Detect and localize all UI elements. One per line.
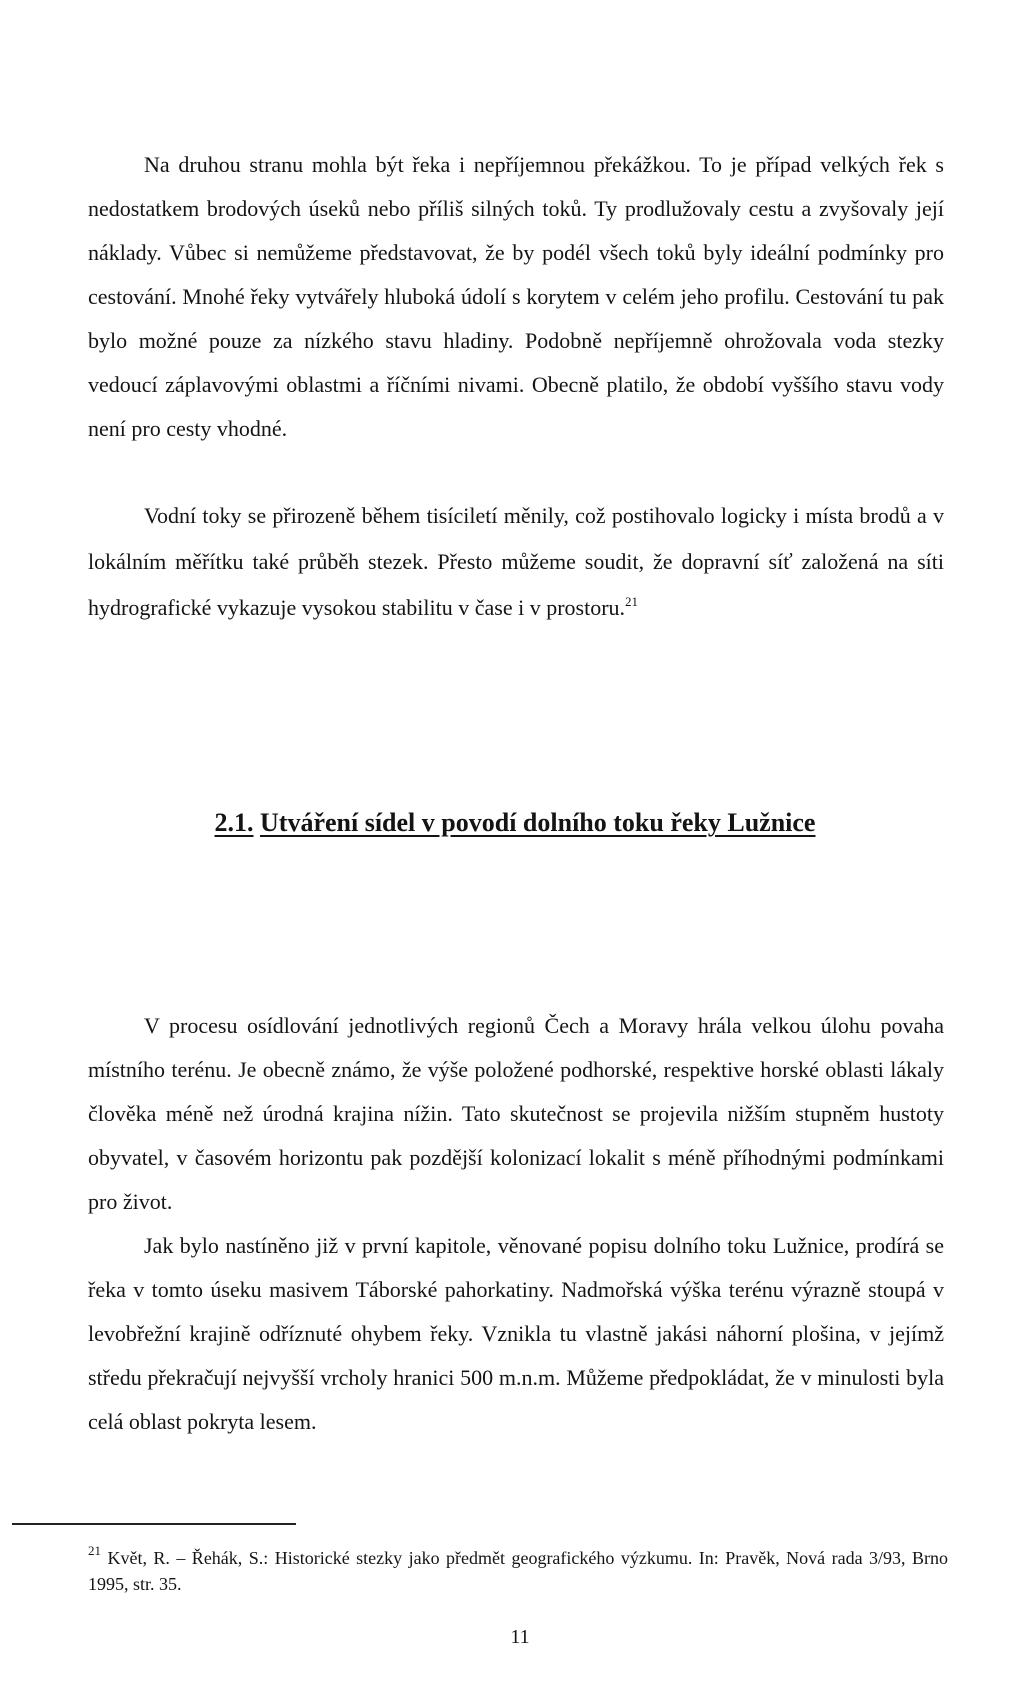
footnote-marker: 21 [88,1543,101,1558]
section-title: Utváření sídel v povodí dolního toku řeky Lužnice [260,808,816,837]
footnote-text: Květ, R. – Řehák, S.: Historické stezky jako předmět geografického výzkumu. In: Pravěk, Nová rada 3/93, Brno 1995, str. 35. [88,1548,948,1594]
paragraph-watercourse-change [88,493,944,631]
footnote-separator [12,1523,296,1525]
section-heading [120,808,910,838]
footnote [88,1545,948,1597]
page-number: 11 [510,1626,530,1648]
paragraph-watercourse-change-text: Vodní toky se přirozeně během tisíciletí měnily, což postihovalo logicky i místa brodů a v lokálním měřítku také průběh stezek. Přesto můžeme soudit, že dopravní síť založená na síti hydrografické vykazuje vysokou stabilitu v čase i v prostoru. [88,503,944,620]
section-number: 2.1. [214,808,254,837]
paragraph-river-obstacle: Na druhou stranu mohla být řeka i nepříjemnou překážkou. To je případ velkých řek s nedostatkem brodových úseků nebo příliš silných toků. Ty prodlužovaly cestu a zvyšovaly její náklady. Vůbec si nemůžeme představovat, že by podél všech toků byly ideální podmínky pro cestování. Mnohé řeky vytvářely hluboká údolí s korytem v celém jeho profilu. Cestování tu pak bylo možné pouze za nízkého stavu hladiny. Podobně nepříjemně ohrožovala voda stezky vedoucí záplavovými oblastmi a říčními nivami. Obecně platilo, že období vyššího stavu vody není pro cesty vhodné. [88,152,944,441]
footnote-reference: 21 [625,594,639,609]
paragraph-luznice-terrain: Jak bylo nastíněno již v první kapitole, věnované popisu dolního toku Lužnice, prodírá se řeka v tomto úseku masivem Táborské pahorkatiny. Nadmořská výška terénu výrazně stoupá v levobřežní krajině odříznuté ohybem řeky. Vznikla tu vlastně jakási náhorní plošina, v jejímž středu překračují nejvyšší vrcholy hranici 500 m.n.m. Můžeme předpokládat, že v minulosti byla celá oblast pokryta lesem. [88,1233,944,1434]
paragraph-settlement-terrain: V procesu osídlování jednotlivých regionů Čech a Moravy hrála velkou úlohu povaha místního terénu. Je obecně známo, že výše položené podhorské, respektive horské oblasti lákaly člověka méně než úrodná krajina nížin. Tato skutečnost se projevila nižším stupněm hustoty obyvatel, v časovém horizontu pak pozdější kolonizací lokalit s méně příhodnými podmínkami pro život. [88,1013,944,1214]
